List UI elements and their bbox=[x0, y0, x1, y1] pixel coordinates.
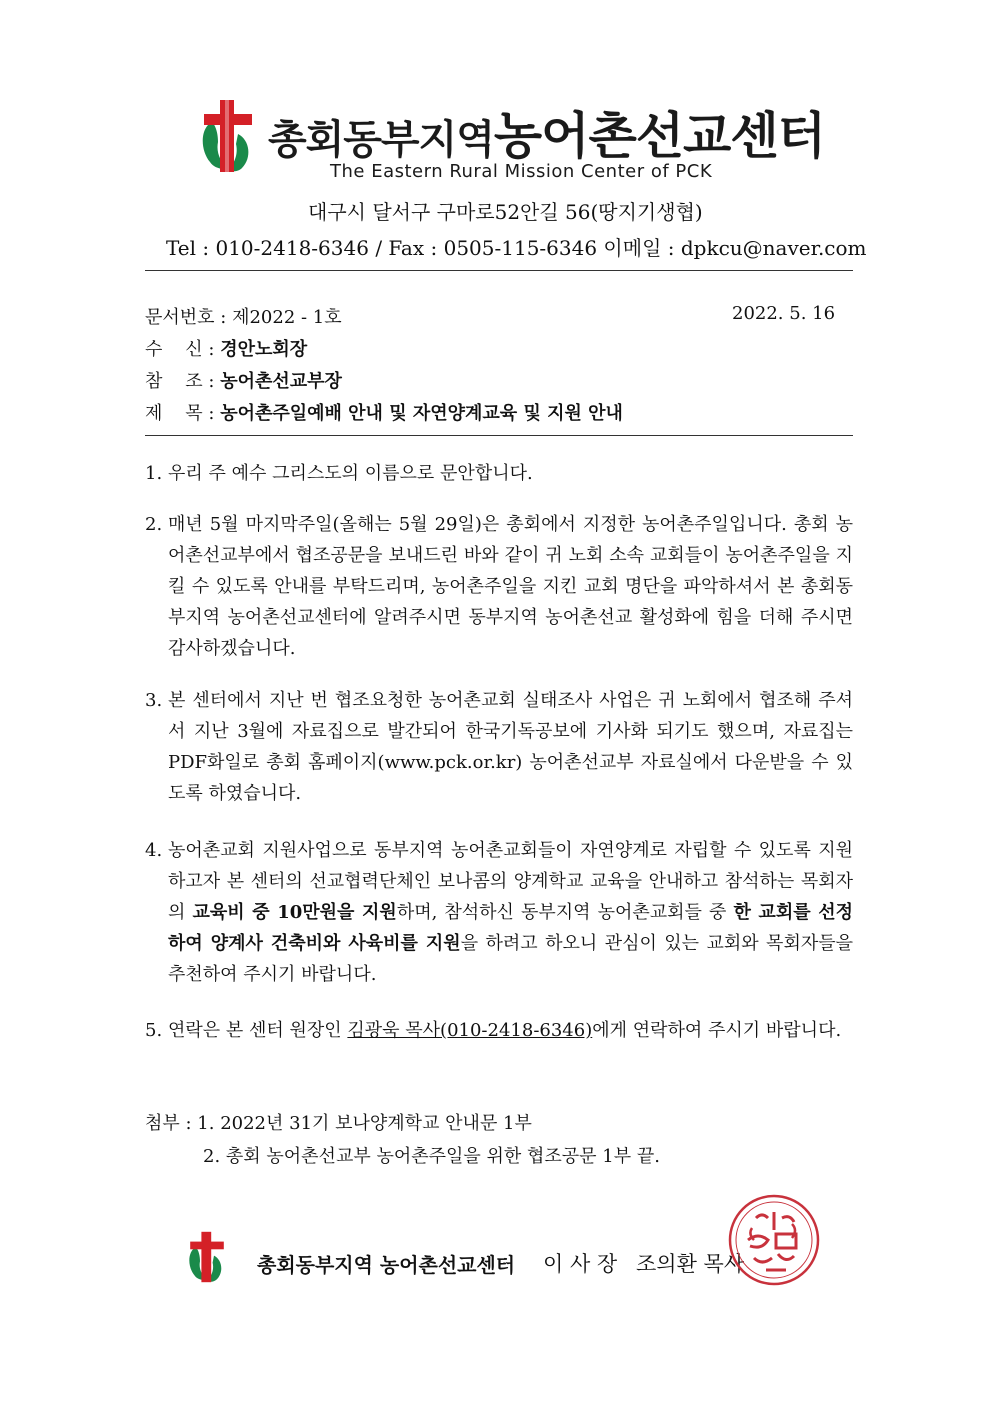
paragraph-number: 5. bbox=[145, 1020, 163, 1041]
paragraph-5 bbox=[145, 1015, 853, 1046]
doc-date: 2022. 5. 16 bbox=[732, 303, 836, 324]
contact-person: 김광욱 목사(010-2418-6346) bbox=[347, 1020, 593, 1041]
subject-row bbox=[145, 399, 623, 425]
highlight-education-support: 교육비 중 10만원을 지원 bbox=[192, 902, 397, 923]
paragraph-text: 매년 5월 마지막주일(올해는 5월 29일)은 총회에서 지정한 농어촌주일입니다. 총회 농어촌선교부에서 협조공문을 보내드린 바와 같이 귀 노회 소속 교회들이 농어촌주일을 지킬 수 있도록 안내를 부탁드리며, 농어촌주일을 지킨 교회 명단을 파악하셔서 본 총회동부지역 농어촌선교센터에 알려주시면 동부지역 농어촌선교 활성화에 힘을 더해 주시면 감사하겠습니다. bbox=[168, 514, 853, 659]
title-center-name: 농어촌선교센터 bbox=[493, 107, 825, 165]
logo-cross-icon bbox=[198, 98, 258, 174]
paragraph-number: 3. bbox=[145, 690, 163, 711]
doc-number-label: 문서번호 : bbox=[145, 307, 227, 328]
paragraph-text: 농어촌교회 지원사업으로 동부지역 농어촌교회들이 자연양계로 자립할 수 있도록 지원하고자 본 센터의 선교협력단체인 보나콤의 양계학교 교육을 안내하고 참석하는 목회자의 교육비 중 10만원을 지원하며, 참석하신 동부지역 농어촌교회들 중 한 교회를 선정하여 양계사 건축비와 사육비를 지원을 하려고 하오니 관심이 있는 교회와 목회자들을 추천하여 주시기 바랍니다. bbox=[168, 840, 854, 985]
paragraph-number: 1. bbox=[145, 463, 163, 484]
center-address: 대구시 달서구 구마로52안길 56(땅지기생협) bbox=[308, 200, 703, 224]
attachment-item: 1. 2022년 31기 보나양계학교 안내문 1부 bbox=[197, 1113, 532, 1134]
footer-organization: 총회동부지역 농어촌선교센터 bbox=[257, 1253, 516, 1277]
attachments-label: 첨부 : bbox=[145, 1113, 192, 1134]
recipient-value: 경안노회장 bbox=[220, 339, 308, 360]
paragraph-2 bbox=[145, 509, 853, 664]
paragraph-text: 우리 주 예수 그리스도의 이름으로 문안합니다. bbox=[168, 463, 533, 484]
divider bbox=[145, 270, 853, 271]
paragraph-number: 2. bbox=[145, 514, 163, 535]
center-title-english: The Eastern Rural Mission Center of PCK bbox=[330, 161, 713, 182]
footer-role: 이 사 장 bbox=[543, 1252, 618, 1276]
official-seal-icon bbox=[726, 1188, 822, 1292]
attachment-item: 2. 총회 농어촌선교부 농어촌주일을 위한 협조공문 1부 끝. bbox=[203, 1146, 660, 1167]
paragraph-1 bbox=[145, 458, 853, 489]
footer-signer-name: 조의환 목사 bbox=[636, 1252, 745, 1276]
paragraph-4 bbox=[145, 835, 853, 990]
highlight-construction-support: 한 교회를 선정하여 양계사 건축비와 사육비를 지원 bbox=[168, 902, 853, 954]
recipient-label: 수 신 : bbox=[145, 339, 215, 360]
paragraph-number: 4. bbox=[145, 840, 163, 861]
recipient-row bbox=[145, 335, 307, 361]
center-contact: Tel : 010-2418-6346 / Fax : 0505-115-6346 이메일 : dpkcu@naver.com bbox=[166, 236, 867, 260]
title-region: 총회동부지역 bbox=[268, 117, 494, 163]
divider bbox=[145, 435, 853, 436]
reference-row bbox=[145, 367, 342, 393]
paragraph-text: 본 센터에서 지난 번 협조요청한 농어촌교회 실태조사 사업은 귀 노회에서 협조해 주셔서 지난 3월에 자료집으로 발간되어 한국기독공보에 기사화 되기도 했으며, 자료집는 PDF화일로 총회 홈페이지(www.pck.or.kr) 농어촌선교부 자료실에서 다운받을 수 있도록 하였습니다. bbox=[168, 690, 853, 804]
doc-number-value: 제2022 - 1호 bbox=[232, 307, 342, 328]
reference-label: 참 조 : bbox=[145, 371, 215, 392]
paragraph-3 bbox=[145, 685, 853, 809]
paragraph-text: 연락은 본 센터 원장인 김광욱 목사(010-2418-6346)에게 연락하여 주시기 바랍니다. bbox=[168, 1020, 842, 1041]
center-title bbox=[268, 96, 825, 168]
footer-logo-cross-icon bbox=[186, 1228, 228, 1286]
attachments-line-1 bbox=[145, 1108, 532, 1139]
attachments-line-2 bbox=[203, 1141, 660, 1172]
doc-number-row bbox=[145, 303, 342, 329]
subject-value: 농어촌주일예배 안내 및 자연양계교육 및 지원 안내 bbox=[220, 403, 623, 424]
reference-value: 농어촌선교부장 bbox=[220, 371, 342, 392]
subject-label: 제 목 : bbox=[145, 403, 215, 424]
